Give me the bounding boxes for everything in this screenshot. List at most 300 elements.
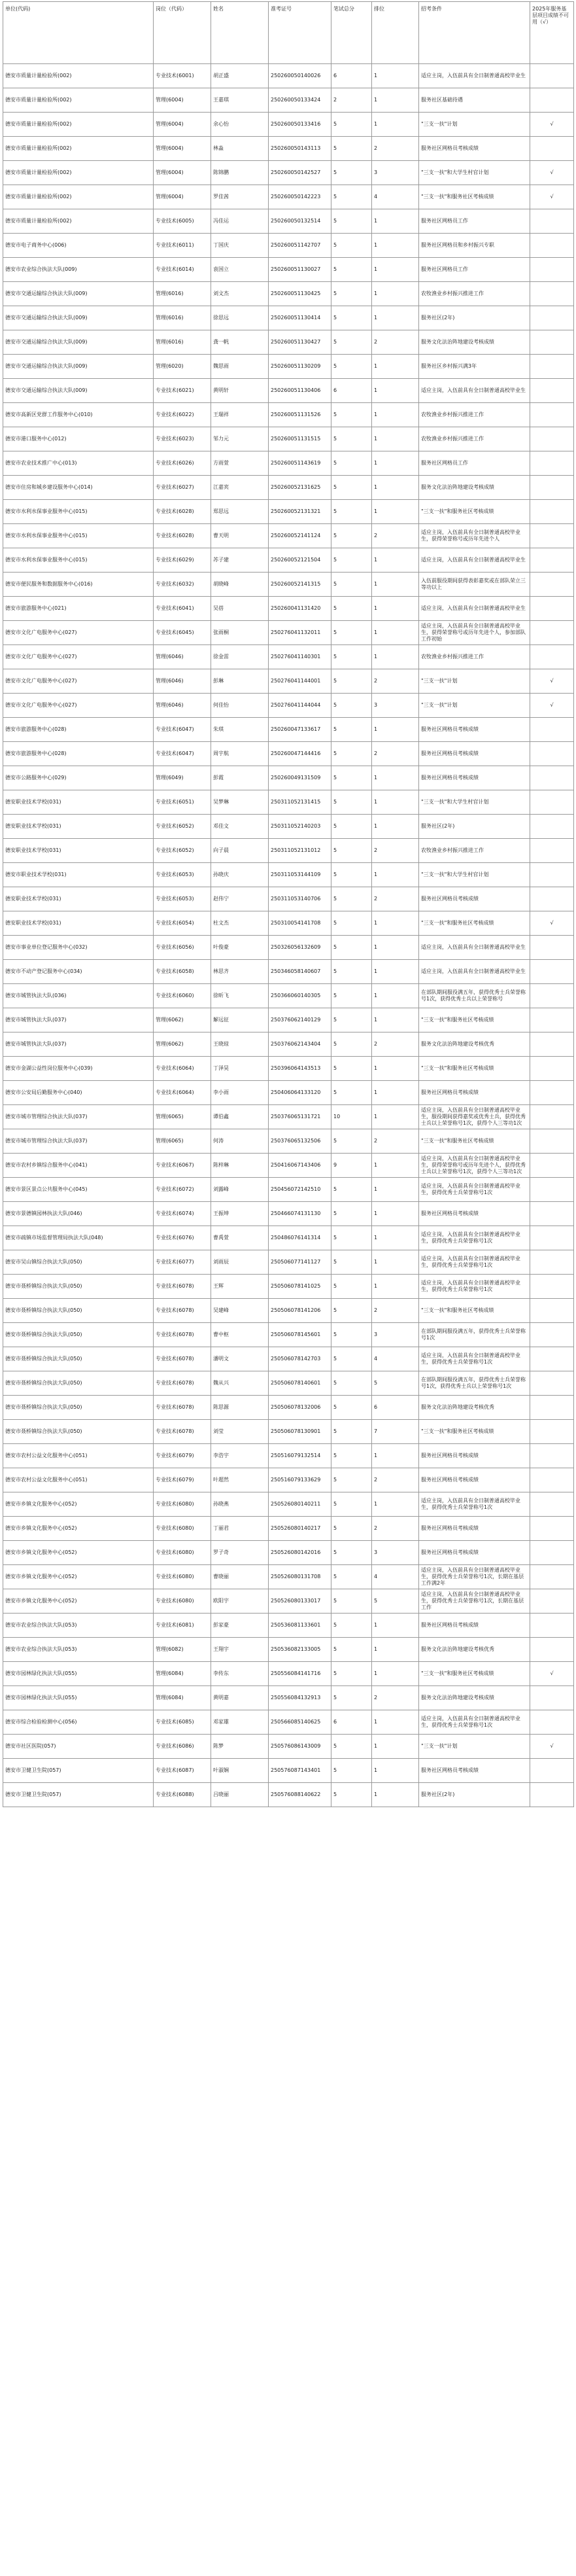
cell-name: 邓佳文: [211, 815, 269, 839]
cell-score: 5: [331, 161, 372, 185]
header-name: 姓名: [211, 2, 269, 64]
table-row: [3, 742, 574, 766]
cell-rank: 1: [372, 1783, 419, 1807]
cell-rank: 1: [372, 718, 419, 742]
cell-rank: 5: [372, 1589, 419, 1614]
cell-unit: 德安市水利水保事业服务中心(015): [3, 548, 154, 573]
cell-position: 专业技术(6028): [154, 524, 211, 548]
cell-score: 5: [331, 1444, 372, 1468]
cell-score: 5: [331, 403, 372, 427]
cell-name: 刘文杰: [211, 282, 269, 306]
cell-ticket-number: 250366060140305: [269, 984, 331, 1008]
cell-conditions: 服务社区网格员考核成绩: [419, 1444, 530, 1468]
cell-rank: 5: [372, 1371, 419, 1396]
cell-conditions: 服务社区网格员考核成绩: [419, 1541, 530, 1565]
cell-name: 魏从兴: [211, 1371, 269, 1396]
cell-unit: 德安市聂桥镇综合执法大队(050): [3, 1299, 154, 1323]
cell-score: 5: [331, 330, 372, 355]
header-position: 岗位（代码）: [154, 2, 211, 64]
cell-rank: 2: [372, 524, 419, 548]
candidate-table: [3, 1, 574, 1807]
table-row: [3, 984, 574, 1008]
table-row: [3, 1347, 574, 1371]
cell-name: 何佳怡: [211, 694, 269, 718]
cell-unit: 德安市乡镇文化服务中心(052): [3, 1517, 154, 1541]
cell-rank: 1: [372, 1008, 419, 1032]
cell-grassroots-flag: [530, 718, 574, 742]
cell-ticket-number: 250260051131526: [269, 403, 331, 427]
cell-conditions: 适应主岗，入伍前具有全日制普通高校毕业生: [419, 379, 530, 403]
cell-conditions: 服务社区基础待遇: [419, 88, 530, 113]
cell-score: 5: [331, 1638, 372, 1662]
cell-rank: 1: [372, 1735, 419, 1759]
cell-rank: 1: [372, 1444, 419, 1468]
cell-position: 管理(6065): [154, 1105, 211, 1129]
cell-rank: 1: [372, 1105, 419, 1129]
cell-conditions: 服务文化法治阵地建设考核优秀: [419, 1638, 530, 1662]
table-row: [3, 766, 574, 790]
cell-ticket-number: 250506077141127: [269, 1250, 331, 1275]
table-row: [3, 1759, 574, 1783]
cell-score: 5: [331, 1299, 372, 1323]
cell-position: 专业技术(6080): [154, 1517, 211, 1541]
table-row: [3, 137, 574, 161]
cell-name: 邹力元: [211, 427, 269, 451]
table-row: [3, 330, 574, 355]
table-row: [3, 1565, 574, 1589]
table-row: [3, 1008, 574, 1032]
cell-rank: 1: [372, 573, 419, 597]
cell-grassroots-flag: [530, 234, 574, 258]
cell-score: 5: [331, 500, 372, 524]
cell-score: 5: [331, 427, 372, 451]
table-row: [3, 1250, 574, 1275]
cell-rank: 1: [372, 1057, 419, 1081]
table-row: [3, 887, 574, 911]
cell-position: 管理(6084): [154, 1686, 211, 1710]
cell-grassroots-flag: [530, 645, 574, 669]
cell-unit: 德安市聂桥镇综合执法大队(050): [3, 1323, 154, 1347]
cell-ticket-number: 250556084141716: [269, 1662, 331, 1686]
cell-ticket-number: 250311053140706: [269, 887, 331, 911]
cell-rank: 1: [372, 427, 419, 451]
cell-ticket-number: 250486076141314: [269, 1226, 331, 1250]
cell-unit: 德安市金湖公益性岗位服务中心(039): [3, 1057, 154, 1081]
cell-unit: 德安市农村乡镇综合服务中心(041): [3, 1154, 154, 1178]
cell-name: 曹晓丽: [211, 1565, 269, 1589]
cell-name: 余心怡: [211, 113, 269, 137]
cell-unit: 德安市园林绿化执法大队(055): [3, 1662, 154, 1686]
cell-position: 专业技术(6078): [154, 1347, 211, 1371]
cell-unit: 德安市事业单位登记服务中心(032): [3, 936, 154, 960]
cell-conditions: "三支一扶"和服务社区考核成绩: [419, 1008, 530, 1032]
cell-name: 徐昕飞: [211, 984, 269, 1008]
cell-rank: 1: [372, 1226, 419, 1250]
cell-score: 6: [331, 64, 372, 88]
cell-name: 林淼: [211, 137, 269, 161]
cell-score: 5: [331, 1081, 372, 1105]
cell-position: 管理(6084): [154, 1662, 211, 1686]
cell-conditions: 适应主岗，入伍前具有全日制普通高校毕业生: [419, 960, 530, 984]
cell-conditions: 适应主岗，入伍前具有全日制普通高校毕业生，获得优秀士兵荣誉称号1次: [419, 1275, 530, 1299]
cell-grassroots-flag: [530, 88, 574, 113]
cell-unit: 德安市卫健卫生院(057): [3, 1759, 154, 1783]
cell-grassroots-flag: [530, 476, 574, 500]
cell-grassroots-flag: [530, 1420, 574, 1444]
cell-ticket-number: 250396064143513: [269, 1057, 331, 1081]
cell-ticket-number: 250516079132514: [269, 1444, 331, 1468]
cell-name: 王振坤: [211, 1202, 269, 1226]
cell-grassroots-flag: [530, 1468, 574, 1492]
cell-ticket-number: 250311052140203: [269, 815, 331, 839]
table-row: [3, 282, 574, 306]
cell-rank: 3: [372, 161, 419, 185]
cell-score: 6: [331, 379, 372, 403]
table-row: [3, 815, 574, 839]
cell-position: 管理(6049): [154, 766, 211, 790]
cell-ticket-number: 250416067143406: [269, 1154, 331, 1178]
cell-conditions: 适应主岗，入伍前具有全日制普通高校毕业生，获得荣誉称号或历年先进个人，获得优秀士兵以上荣誉称号1次，获得个人三等功1次: [419, 1154, 530, 1178]
cell-name: 龚一帆: [211, 330, 269, 355]
cell-position: 管理(6062): [154, 1008, 211, 1032]
cell-ticket-number: 250406064133120: [269, 1081, 331, 1105]
cell-unit: 德安市质量计量检验所(002): [3, 88, 154, 113]
cell-position: 专业技术(6022): [154, 403, 211, 427]
cell-conditions: "三支一扶"计划: [419, 1735, 530, 1759]
table-row: [3, 597, 574, 621]
table-row: [3, 64, 574, 88]
cell-conditions: 入伍前服役期间获得表彰嘉奖或在部队荣立三等功以上: [419, 573, 530, 597]
cell-ticket-number: 250260049131509: [269, 766, 331, 790]
cell-grassroots-flag: [530, 1347, 574, 1371]
cell-ticket-number: 250556084132913: [269, 1686, 331, 1710]
cell-score: 5: [331, 1589, 372, 1614]
table-row: [3, 694, 574, 718]
cell-grassroots-flag: [530, 1517, 574, 1541]
cell-score: 5: [331, 1178, 372, 1202]
cell-unit: 德安市交通运输综合执法大队(009): [3, 379, 154, 403]
cell-score: 5: [331, 1420, 372, 1444]
cell-position: 管理(6082): [154, 1638, 211, 1662]
cell-rank: 2: [372, 1517, 419, 1541]
cell-name: 王嘉琪: [211, 88, 269, 113]
cell-position: 专业技术(6074): [154, 1202, 211, 1226]
cell-score: 5: [331, 1517, 372, 1541]
cell-score: 10: [331, 1105, 372, 1129]
cell-name: 袁国立: [211, 258, 269, 282]
cell-rank: 2: [372, 1129, 419, 1154]
cell-name: 彭琳: [211, 669, 269, 694]
cell-score: 5: [331, 718, 372, 742]
cell-grassroots-flag: [530, 573, 574, 597]
cell-score: 5: [331, 597, 372, 621]
cell-position: 专业技术(6088): [154, 1783, 211, 1807]
cell-rank: 1: [372, 451, 419, 476]
cell-ticket-number: 250260047144416: [269, 742, 331, 766]
cell-rank: 1: [372, 500, 419, 524]
cell-conditions: "三支一扶"计划: [419, 694, 530, 718]
cell-grassroots-flag: [530, 330, 574, 355]
cell-rank: 1: [372, 1154, 419, 1178]
cell-unit: 德安市交通运输综合执法大队(009): [3, 355, 154, 379]
cell-grassroots-flag: [530, 355, 574, 379]
cell-ticket-number: 250310054141708: [269, 911, 331, 936]
cell-unit: 德安市文化广电服务中心(027): [3, 621, 154, 645]
cell-rank: 1: [372, 1275, 419, 1299]
cell-rank: 1: [372, 790, 419, 815]
cell-score: 5: [331, 1468, 372, 1492]
cell-conditions: 服务文化法治阵地建设考核优秀: [419, 1032, 530, 1057]
cell-unit: 德安市农业综合执法大队(009): [3, 258, 154, 282]
cell-name: 赵伟宁: [211, 887, 269, 911]
cell-grassroots-flag: √: [530, 911, 574, 936]
cell-unit: 德安市聂桥镇综合执法大队(050): [3, 1396, 154, 1420]
cell-unit: 德安市乡镇文化服务中心(052): [3, 1565, 154, 1589]
cell-grassroots-flag: [530, 1565, 574, 1589]
cell-ticket-number: 250260051142707: [269, 234, 331, 258]
cell-ticket-number: 250260050142527: [269, 161, 331, 185]
cell-position: 专业技术(6087): [154, 1759, 211, 1783]
cell-position: 专业技术(6023): [154, 427, 211, 451]
cell-conditions: 服务社区网格员考核成绩: [419, 1517, 530, 1541]
table-row: [3, 476, 574, 500]
cell-rank: 1: [372, 1614, 419, 1638]
cell-rank: 1: [372, 355, 419, 379]
cell-grassroots-flag: [530, 137, 574, 161]
cell-name: 孙晓燕: [211, 1492, 269, 1517]
cell-ticket-number: 250260052131321: [269, 500, 331, 524]
cell-position: 专业技术(6001): [154, 64, 211, 88]
cell-rank: 1: [372, 1250, 419, 1275]
cell-grassroots-flag: √: [530, 185, 574, 209]
cell-grassroots-flag: [530, 1541, 574, 1565]
table-row: [3, 1662, 574, 1686]
table-row: [3, 718, 574, 742]
cell-position: 专业技术(6051): [154, 790, 211, 815]
cell-conditions: "三支一扶"和大学生村官计划: [419, 161, 530, 185]
cell-score: 5: [331, 1032, 372, 1057]
cell-unit: 德安市公路服务中心(029): [3, 766, 154, 790]
cell-ticket-number: 250346058140607: [269, 960, 331, 984]
cell-rank: 1: [372, 258, 419, 282]
cell-rank: 1: [372, 209, 419, 234]
cell-rank: 4: [372, 1347, 419, 1371]
cell-rank: 1: [372, 1178, 419, 1202]
cell-grassroots-flag: [530, 960, 574, 984]
cell-unit: 德安市综合检验检测中心(056): [3, 1710, 154, 1735]
cell-grassroots-flag: [530, 258, 574, 282]
cell-name: 吴建峰: [211, 1299, 269, 1323]
cell-conditions: 服务社区网格员考核成绩: [419, 1468, 530, 1492]
cell-rank: 2: [372, 887, 419, 911]
cell-position: 专业技术(6058): [154, 960, 211, 984]
cell-conditions: 服务社区(2年): [419, 1783, 530, 1807]
cell-ticket-number: 250260050140026: [269, 64, 331, 88]
cell-score: 5: [331, 815, 372, 839]
cell-grassroots-flag: [530, 1081, 574, 1105]
cell-rank: 1: [372, 960, 419, 984]
cell-name: 曹禹萱: [211, 1226, 269, 1250]
cell-rank: 1: [372, 1710, 419, 1735]
cell-rank: 4: [372, 185, 419, 209]
table-row: [3, 1444, 574, 1468]
cell-position: 专业技术(6047): [154, 742, 211, 766]
cell-ticket-number: 250576088140622: [269, 1783, 331, 1807]
cell-conditions: 适应主岗，入伍前具有全日制普通高校毕业生: [419, 64, 530, 88]
cell-conditions: 适应主岗，入伍前具有全日制普通高校毕业生，获得荣誉称号或历年先进个人，参加部队工作初始: [419, 621, 530, 645]
cell-position: 专业技术(6027): [154, 476, 211, 500]
cell-conditions: 服务社区网格员工作: [419, 258, 530, 282]
cell-rank: 2: [372, 742, 419, 766]
cell-unit: 德安市交通运输综合执法大队(009): [3, 306, 154, 330]
cell-position: 专业技术(6078): [154, 1396, 211, 1420]
cell-name: 丁泽昊: [211, 1057, 269, 1081]
cell-unit: 德安市吴山镇综合执法大队(050): [3, 1250, 154, 1275]
cell-grassroots-flag: [530, 1686, 574, 1710]
cell-name: 徐思远: [211, 306, 269, 330]
cell-rank: 1: [372, 548, 419, 573]
cell-name: 向子晨: [211, 839, 269, 863]
cell-unit: 德安市农业综合执法大队(053): [3, 1638, 154, 1662]
cell-score: 5: [331, 960, 372, 984]
cell-grassroots-flag: [530, 1759, 574, 1783]
cell-grassroots-flag: [530, 451, 574, 476]
cell-unit: 德安市水利水保事业服务中心(015): [3, 524, 154, 548]
cell-name: 吴梦琳: [211, 790, 269, 815]
cell-name: 罗佳茜: [211, 185, 269, 209]
cell-grassroots-flag: [530, 1396, 574, 1420]
cell-rank: 1: [372, 815, 419, 839]
cell-conditions: 服务社区网格员工作: [419, 451, 530, 476]
cell-rank: 2: [372, 839, 419, 863]
table-row: [3, 1420, 574, 1444]
cell-conditions: 服务社区网格员考核成绩: [419, 1202, 530, 1226]
cell-score: 5: [331, 669, 372, 694]
cell-position: 管理(6046): [154, 694, 211, 718]
cell-position: 专业技术(6064): [154, 1057, 211, 1081]
cell-ticket-number: 250376062140129: [269, 1008, 331, 1032]
table-row: [3, 936, 574, 960]
cell-grassroots-flag: [530, 863, 574, 887]
cell-grassroots-flag: [530, 1032, 574, 1057]
cell-name: 徐金雷: [211, 645, 269, 669]
cell-position: 管理(6004): [154, 137, 211, 161]
cell-grassroots-flag: [530, 1250, 574, 1275]
cell-unit: 德安市城市管理综合执法大队(037): [3, 1129, 154, 1154]
cell-score: 5: [331, 1323, 372, 1347]
cell-ticket-number: 250536081133601: [269, 1614, 331, 1638]
cell-grassroots-flag: [530, 1129, 574, 1154]
cell-ticket-number: 250311052131012: [269, 839, 331, 863]
cell-ticket-number: 250526080142016: [269, 1541, 331, 1565]
cell-rank: 1: [372, 621, 419, 645]
cell-grassroots-flag: [530, 1492, 574, 1517]
cell-name: 郑思远: [211, 500, 269, 524]
cell-grassroots-flag: √: [530, 669, 574, 694]
table-row: [3, 790, 574, 815]
cell-conditions: 服务社区网格员考核成绩: [419, 1081, 530, 1105]
cell-ticket-number: 250516079133629: [269, 1468, 331, 1492]
cell-conditions: 服务社区网格员考核成绩: [419, 718, 530, 742]
cell-conditions: 适应主岗，入伍前具有全日制普通高校毕业生: [419, 548, 530, 573]
cell-conditions: 服务社区网格员考核成绩: [419, 742, 530, 766]
cell-position: 管理(6046): [154, 669, 211, 694]
cell-ticket-number: 250260051131515: [269, 427, 331, 451]
cell-name: 林思齐: [211, 960, 269, 984]
cell-position: 专业技术(6064): [154, 1081, 211, 1105]
header-ticket-number: 准考证号: [269, 2, 331, 64]
cell-grassroots-flag: [530, 524, 574, 548]
cell-unit: 德安市卫健卫生院(057): [3, 1783, 154, 1807]
cell-unit: 德安市农村公益文化服务中心(051): [3, 1444, 154, 1468]
cell-grassroots-flag: [530, 742, 574, 766]
cell-position: 专业技术(6080): [154, 1492, 211, 1517]
cell-position: 专业技术(6005): [154, 209, 211, 234]
cell-ticket-number: 250526080131708: [269, 1565, 331, 1589]
cell-unit: 德安市城管执法大队(036): [3, 984, 154, 1008]
cell-grassroots-flag: [530, 984, 574, 1008]
table-row: [3, 306, 574, 330]
cell-unit: 德安市农业技术推广中心(013): [3, 451, 154, 476]
cell-name: 冯佳运: [211, 209, 269, 234]
cell-position: 管理(6016): [154, 330, 211, 355]
cell-name: 张雨桐: [211, 621, 269, 645]
cell-ticket-number: 250260050142223: [269, 185, 331, 209]
table-row: [3, 1323, 574, 1347]
cell-position: 专业技术(6045): [154, 621, 211, 645]
table-row: [3, 839, 574, 863]
cell-rank: 1: [372, 379, 419, 403]
table-row: [3, 1202, 574, 1226]
cell-grassroots-flag: [530, 64, 574, 88]
cell-unit: 德安市旅游服务中心(028): [3, 742, 154, 766]
cell-name: 叶俊豪: [211, 936, 269, 960]
table-row: [3, 451, 574, 476]
cell-position: 专业技术(6014): [154, 258, 211, 282]
table-row: [3, 1735, 574, 1759]
cell-conditions: 适应主岗，入伍前具有全日制普通高校毕业生，服役期间获得嘉奖或优秀士兵，获得优秀士兵以上荣誉称号1次，获得个人三等功1次: [419, 1105, 530, 1129]
cell-name: 李浩宇: [211, 1444, 269, 1468]
cell-position: 专业技术(6080): [154, 1541, 211, 1565]
table-row: [3, 669, 574, 694]
cell-grassroots-flag: [530, 1057, 574, 1081]
cell-grassroots-flag: [530, 1178, 574, 1202]
cell-rank: 4: [372, 1565, 419, 1589]
cell-position: 专业技术(6054): [154, 911, 211, 936]
cell-ticket-number: 250260051130209: [269, 355, 331, 379]
cell-conditions: "三支一扶"和服务社区考核成绩: [419, 911, 530, 936]
cell-unit: 德安职业技术学校(031): [3, 815, 154, 839]
cell-ticket-number: 250576086143009: [269, 1735, 331, 1759]
cell-score: 5: [331, 1396, 372, 1420]
cell-name: 彭家豪: [211, 1614, 269, 1638]
cell-name: 黄明轩: [211, 379, 269, 403]
cell-position: 专业技术(6072): [154, 1178, 211, 1202]
cell-score: 5: [331, 137, 372, 161]
table-row: [3, 1710, 574, 1735]
cell-score: 5: [331, 645, 372, 669]
cell-conditions: 适应主岗，入伍前具有全日制普通高校毕业生，获得优秀士兵荣誉称号1次: [419, 1250, 530, 1275]
cell-conditions: 服务文化法治阵地建设考核成绩: [419, 476, 530, 500]
cell-score: 5: [331, 1008, 372, 1032]
cell-conditions: "三支一扶"和服务社区考核成绩: [419, 500, 530, 524]
cell-ticket-number: 250506078130901: [269, 1420, 331, 1444]
cell-ticket-number: 250260051130406: [269, 379, 331, 403]
cell-grassroots-flag: [530, 1299, 574, 1323]
cell-grassroots-flag: [530, 815, 574, 839]
cell-name: 叶超然: [211, 1468, 269, 1492]
cell-unit: 德安市高新区党群工作服务中心(010): [3, 403, 154, 427]
